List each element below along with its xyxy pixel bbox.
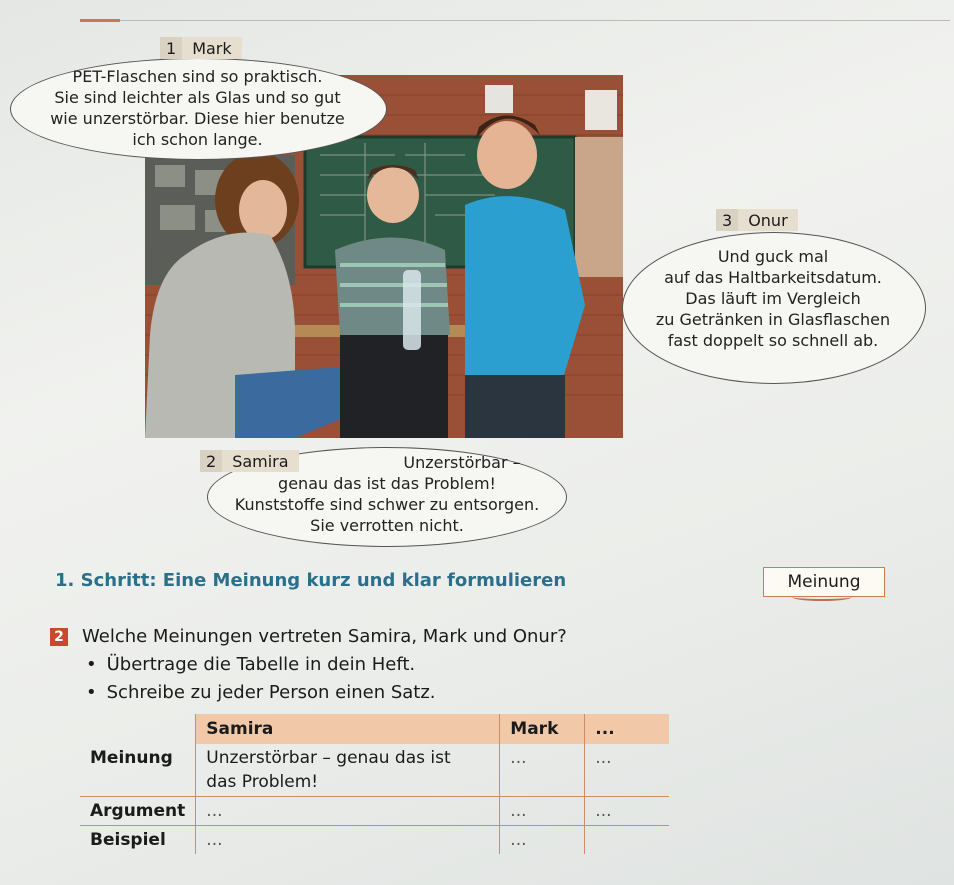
speech-line: fast doppelt so schnell ab.: [667, 331, 879, 350]
table-header-more: ...: [585, 714, 670, 744]
task-bullet: • Übertrage die Tabelle in dein Heft.: [88, 651, 436, 679]
table-row: [80, 744, 669, 797]
row-label-meinung: Meinung: [80, 744, 196, 797]
table-row: [80, 826, 669, 855]
table-cell: ...: [585, 797, 670, 826]
speech-text-samira: [222, 452, 552, 536]
task-bullet: • Schreibe zu jeder Person einen Satz.: [88, 679, 436, 707]
speech-line: Sie verrotten nicht.: [310, 516, 464, 535]
table-cell: ...: [595, 748, 612, 768]
speaker-tag-onur: [716, 209, 798, 231]
speaker-name: Onur: [748, 210, 788, 230]
table-cell: ...: [500, 744, 585, 797]
speaker-tag-mark: [160, 37, 242, 59]
opinion-table: [80, 714, 669, 854]
cell-line: Unzerstörbar – genau das ist: [206, 748, 451, 768]
step-heading: 1. Schritt: Eine Meinung kurz und klar formulieren: [55, 570, 567, 591]
speech-line: Unzerstörbar –: [403, 453, 521, 472]
speech-text-onur: [628, 246, 918, 351]
table-row: [80, 797, 669, 826]
speech-line: genau das ist das Problem!: [278, 474, 496, 493]
table-cell: ...: [196, 797, 500, 826]
speaker-name: Samira: [232, 451, 289, 471]
speech-line: wie unzerstörbar. Diese hier benutze: [50, 109, 345, 128]
task-bullets: [88, 651, 436, 707]
speech-line: ich schon lange.: [132, 130, 263, 149]
speaker-number: 2: [200, 450, 222, 472]
speech-line: PET-Flaschen sind so praktisch.: [72, 67, 323, 86]
top-rule-accent: [80, 19, 120, 22]
task-question-text: Welche Meinungen vertreten Samira, Mark und Onur?: [82, 626, 567, 647]
speech-line: zu Getränken in Glasflaschen: [655, 310, 891, 329]
task-question: [50, 623, 567, 651]
speech-line: Kunststoffe sind schwer zu entsorgen.: [234, 495, 540, 514]
row-label-beispiel: Beispiel: [80, 826, 196, 855]
top-rule: [80, 20, 950, 21]
row-label-argument: Argument: [80, 797, 196, 826]
speech-text-mark: [20, 66, 375, 150]
table-header-empty: [80, 714, 196, 744]
table-header-mark: Mark: [500, 714, 585, 744]
table-cell: ...: [196, 826, 500, 855]
speaker-number: 3: [716, 209, 738, 231]
table-cell: [585, 826, 670, 855]
table-header-row: [80, 714, 669, 744]
table-cell: ...: [500, 826, 585, 855]
table-cell: [196, 744, 500, 797]
table-header-samira: Samira: [196, 714, 500, 744]
table-cell: ...: [500, 797, 585, 826]
speaker-number: 1: [160, 37, 182, 59]
cell-line: das Problem!: [206, 772, 319, 792]
speech-line: auf das Haltbarkeitsdatum.: [664, 268, 882, 287]
task-number-badge: 2: [50, 628, 68, 646]
speech-line: Und guck mal: [717, 247, 829, 266]
speaker-name: Mark: [192, 38, 232, 58]
speech-line: Das läuft im Vergleich: [685, 289, 861, 308]
speech-line: Sie sind leichter als Glas und so gut: [54, 88, 341, 107]
meinung-badge: Meinung: [763, 567, 885, 597]
